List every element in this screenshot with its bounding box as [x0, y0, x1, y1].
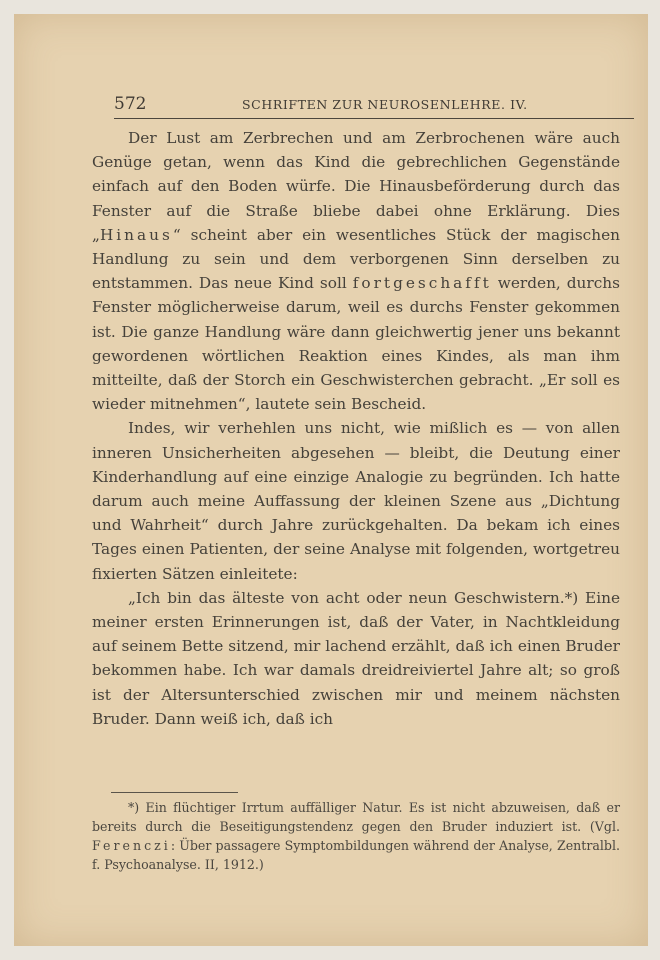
paragraph-3: „Ich bin das älteste von acht oder neun Geschwistern.*) Eine meiner ersten Erinnerungen ist, daß der Vater, in Nachtkleidung auf seinem Bette sitzend, mir lachend erzählt, daß ich einen Bruder bekommen habe. Ich war damals dreidreiviertel Jahre alt; so groß ist der Altersunterschied zwischen mir und meinem nächsten Bruder. Dann weiß ich, daß ich: [92, 588, 620, 728]
footnote-text-a: *) Ein flüchtiger Irrtum auffälliger Natur. Es ist nicht abzuweisen, daß er bereits durch die Beseitigungstendenz gegen den Bruder induziert ist. (Vgl.: [92, 800, 620, 834]
paragraph-2: Indes, wir verhehlen uns nicht, wie mißlich es — von allen inneren Unsicherheiten abgesehen — bleibt, die Deutung einer Kinderhandlung auf eine einzige Analogie zu begründen. Ich hatte darum auch meine Auffassung der kleinen Szene aus „Dichtung und Wahrheit“ durch Jahre zurückgehalten. Da bekam ich eines Tages einen Patienten, der seine Analyse mit folgenden, wortgetreu fixierten Sätzen einleitete:: [92, 419, 620, 583]
page-number: 572: [114, 94, 147, 114]
paragraph-1-text-b: “ scheint aber ein wesentliches Stück der magischen Handlung zu sein und dem verborgenen Sinn derselben zu entstammen. Das neue Kind soll: [92, 225, 620, 293]
paragraph-1: [92, 126, 620, 416]
body-text: [92, 126, 620, 731]
footnote-rule: [111, 792, 238, 793]
running-title: SCHRIFTEN ZUR NEUROSENLEHRE. IV.: [242, 97, 528, 112]
header-rule: [114, 118, 634, 119]
paragraph-1-text-c: werden, durchs Fenster möglicherweise darum, weil es durchs Fenster gekommen ist. Die ganze Handlung wäre dann gleichwertig jener uns bekannt gewordenen wörtlichen Reaktion eines Kindes, als man ihm mitteilte, daß der Storch ein Geschwisterchen gebracht. „Er soll es wieder mitnehmen“, lautete sein Bescheid.: [92, 274, 620, 414]
footnote: [92, 798, 620, 874]
footnote-text-b: : Über passagere Symptombildungen während der Analyse, Zentralbl. f. Psychoanalyse. II, 1912.): [92, 838, 620, 872]
emphasis-ferenczi: Ferenczi: [92, 838, 171, 853]
emphasis-hinaus: Hinaus: [99, 225, 173, 244]
paragraph-1-text-a: Der Lust am Zerbrechen und am Zerbrochenen wäre auch Genüge getan, wenn das Kind die gebrechlichen Gegenstände einfach auf den Boden würfe. Die Hinausbeförderung durch das Fenster auf die Straße bliebe dabei ohne Erklärung. Dies „: [92, 129, 620, 244]
page-header: [114, 78, 634, 118]
footnote-paragraph: [92, 798, 620, 874]
emphasis-fortgeschafft: fortgeschafft: [352, 274, 492, 293]
